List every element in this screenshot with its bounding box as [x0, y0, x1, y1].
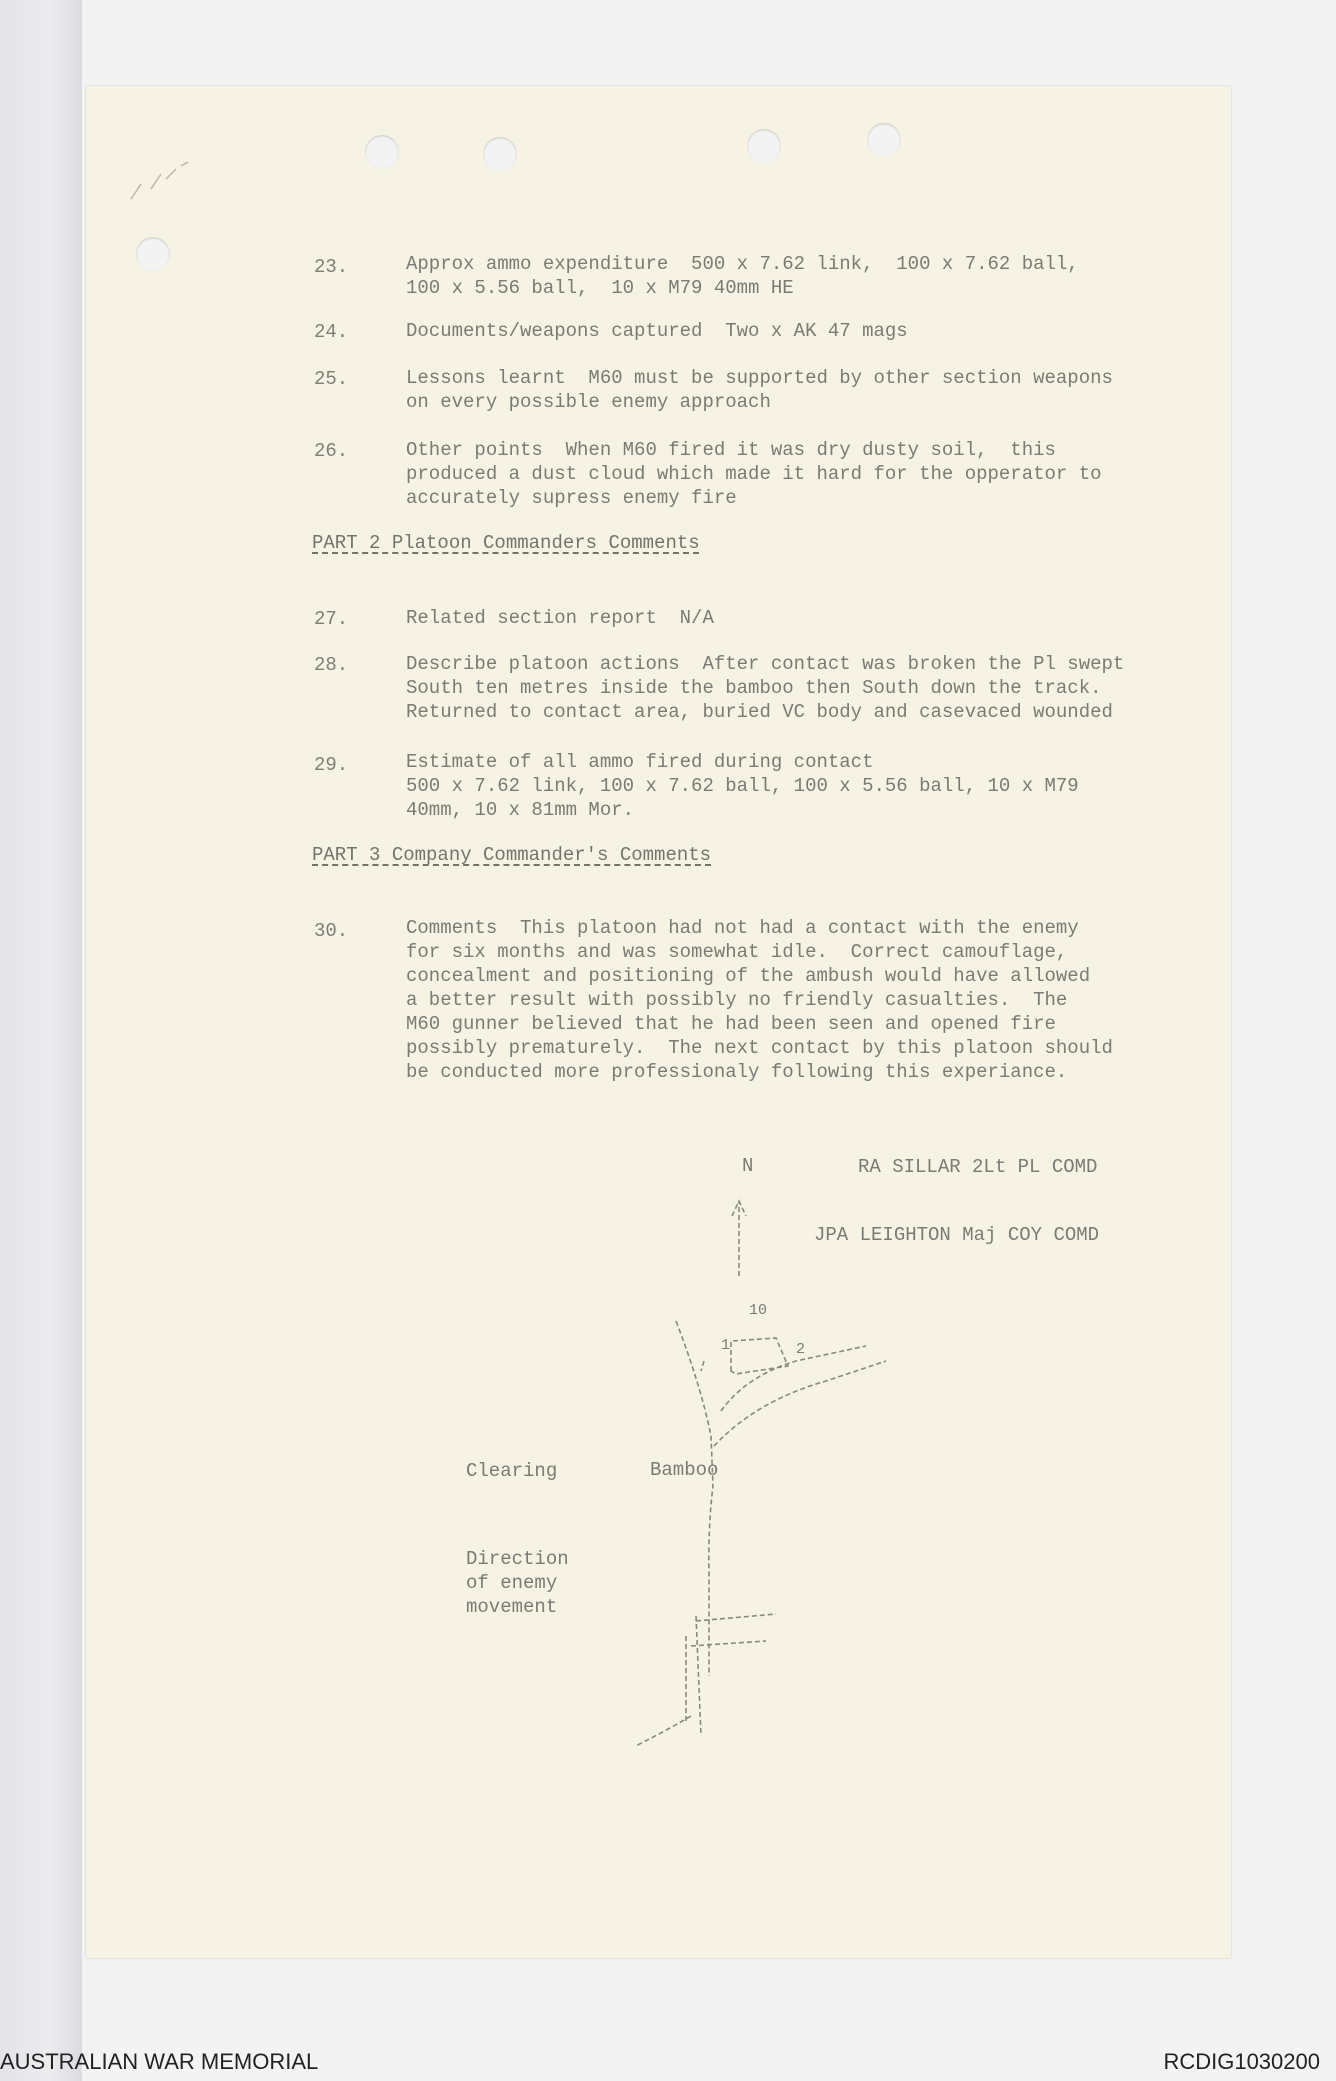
item-line: on every possible enemy approach — [406, 391, 771, 413]
direction-label: of enemy — [466, 1572, 558, 1594]
direction-label: Direction — [466, 1548, 569, 1570]
item-line: Documents/weapons captured Two x AK 47 mags — [406, 320, 908, 342]
item-line: Returned to contact area, buried VC body and casevaced wounded — [406, 701, 1113, 723]
company-commander-signature: JPA LEIGHTON Maj COY COMD — [814, 1224, 1100, 1246]
item-line: possibly prematurely. The next contact by this platoon should — [406, 1037, 1113, 1059]
item-line: M60 gunner believed that he had been seen and opened fire — [406, 1013, 1056, 1035]
item-number: 28. — [314, 654, 349, 676]
item-number: 23. — [314, 256, 349, 278]
item-line: produced a dust cloud which made it hard for the opperator to — [406, 463, 1102, 485]
map-mark: 1 — [721, 1337, 731, 1354]
punch-hole — [136, 237, 170, 271]
direction-label: movement — [466, 1596, 558, 1618]
footer-archive-name: AUSTRALIAN WAR MEMORIAL — [0, 2049, 319, 2074]
item-line: Estimate of all ammo fired during contact — [406, 751, 874, 773]
item-line: for six months and was somewhat idle. Correct camouflage, — [406, 941, 1068, 963]
item-line: Describe platoon actions After contact was broken the Pl swept — [406, 653, 1125, 675]
north-label: N — [742, 1155, 754, 1177]
map-mark: 2 — [796, 1341, 806, 1358]
bamboo-label: Bamboo — [650, 1459, 719, 1481]
clearing-label: Clearing — [466, 1460, 558, 1482]
item-line: 100 x 5.56 ball, 10 x M79 40mm HE — [406, 277, 794, 299]
platoon-commander-signature: RA SILLAR 2Lt PL COMD — [858, 1156, 1098, 1178]
item-number: 30. — [314, 920, 349, 942]
footer-record-id: RCDIG1030200 — [1163, 2049, 1320, 2074]
item-number: 29. — [314, 754, 349, 776]
item-number: 25. — [314, 368, 349, 390]
item-line: Other points When M60 fired it was dry dusty soil, this — [406, 439, 1056, 461]
punch-hole — [365, 135, 399, 169]
scanner-edge — [0, 0, 82, 2081]
item-line: South ten metres inside the bamboo then South down the track. — [406, 677, 1102, 699]
item-number: 26. — [314, 440, 349, 462]
item-line: Approx ammo expenditure 500 x 7.62 link, 100 x 7.62 ball, — [406, 253, 1079, 275]
punch-hole — [747, 129, 781, 163]
item-line: Lessons learnt M60 must be supported by other section weapons — [406, 367, 1113, 389]
document-sheet — [86, 86, 1231, 1958]
item-number: 27. — [314, 608, 349, 630]
map-mark: 10 — [749, 1302, 768, 1319]
item-line: accurately supress enemy fire — [406, 487, 737, 509]
item-line: 500 x 7.62 link, 100 x 7.62 ball, 100 x 5.56 ball, 10 x M79 — [406, 775, 1079, 797]
item-line: concealment and positioning of the ambush would have allowed — [406, 965, 1091, 987]
item-number: 24. — [314, 321, 349, 343]
punch-hole — [483, 137, 517, 171]
item-line: Comments This platoon had not had a contact with the enemy — [406, 917, 1079, 939]
ambush-sketch-map — [526, 1146, 1026, 1746]
item-line: 40mm, 10 x 81mm Mor. — [406, 799, 635, 821]
part3-heading: PART 3 Company Commander's Comments — [312, 844, 712, 866]
item-line: Related section report N/A — [406, 607, 714, 629]
pencil-mark — [126, 154, 206, 204]
punch-hole — [867, 123, 901, 157]
part2-heading: PART 2 Platoon Commanders Comments — [312, 532, 700, 554]
item-line: a better result with possibly no friendly casualties. The — [406, 989, 1068, 1011]
item-line: be conducted more professionaly following this experiance. — [406, 1061, 1068, 1083]
